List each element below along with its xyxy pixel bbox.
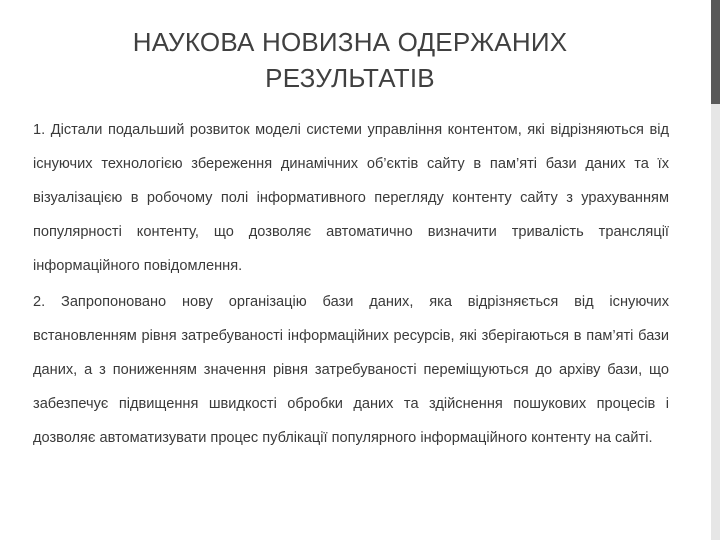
paragraph-1: 1. Дістали подальший розвиток моделі системи управління контентом, які відрізняються від існуючих технологією збереження динамічних об’єктів сайту в пам’яті бази даних та їх візуалізацією в робочому полі інформативного перегляду контенту сайту з урахуванням популярності контенту, що дозволяє автоматично визначити тривалість трансляції інформаційного повідомлення. xyxy=(33,122,669,274)
slide-title: НАУКОВА НОВИЗНА ОДЕРЖАНИХ РЕЗУЛЬТАТІВ xyxy=(132,27,568,93)
slide-body xyxy=(33,113,669,455)
side-accent-bar-light xyxy=(711,104,720,540)
paragraph-2: 2. Запропоновано нову організацію бази даних, яка відрізняється від існуючих встановленням рівня затребуваності інформаційних ресурсів, які зберігаються в пам’яті бази даних, а з пониженням значення рівня затребуваності переміщуються до архіву бази, що забезпечує підвищення швидкості обробки даних та здійснення пошукових процесів і дозволяє автоматизувати процес публікації популярного інформаційного контенту на сайті. xyxy=(33,294,669,446)
side-accent-bar-dark xyxy=(711,0,720,104)
